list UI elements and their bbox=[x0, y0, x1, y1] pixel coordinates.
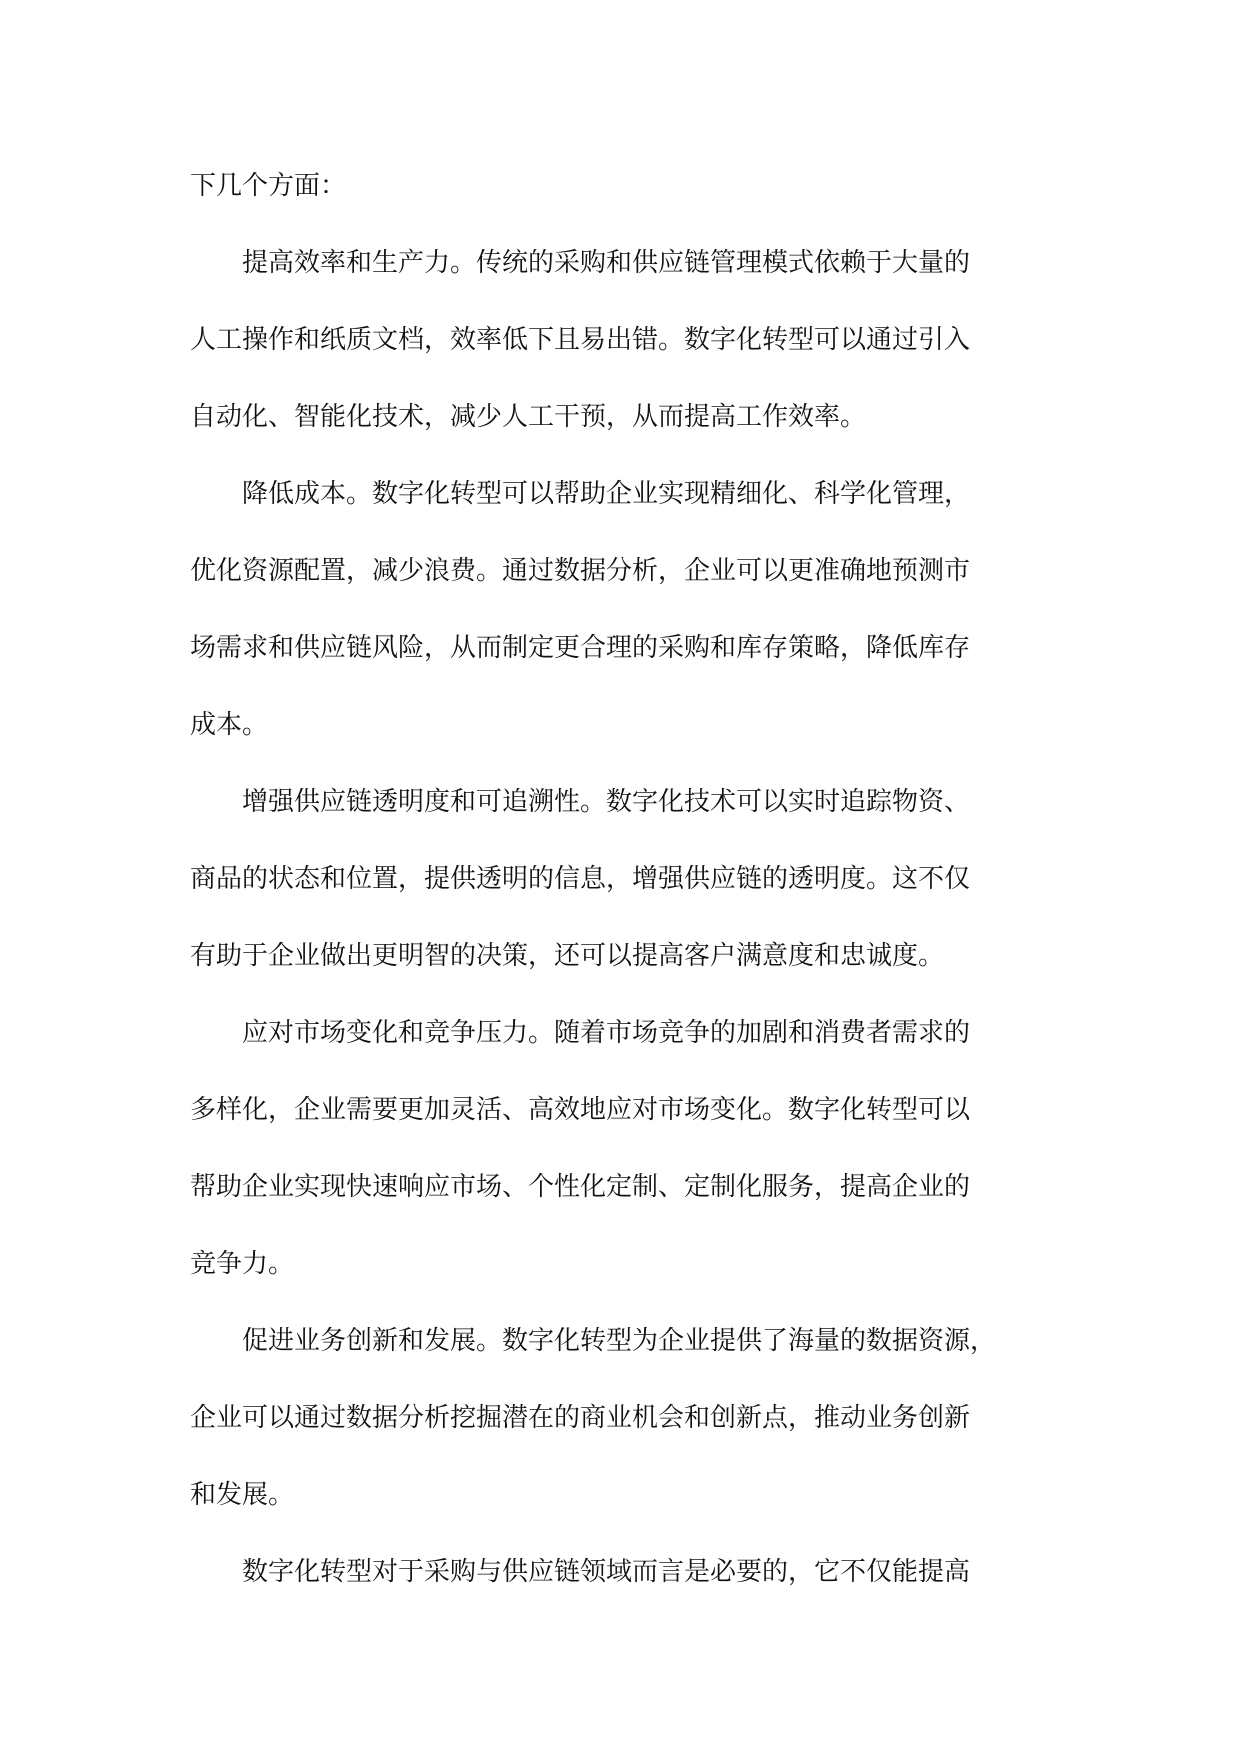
text-line: 下几个方面： bbox=[190, 171, 347, 201]
text-line: 企业可以通过数据分析挖掘潜在的商业机会和创新点，推动业务创新 bbox=[190, 1403, 971, 1433]
text-line: 多样化，企业需要更加灵活、高效地应对市场变化。数字化转型可以 bbox=[190, 1095, 971, 1125]
text-line: 和发展。 bbox=[190, 1480, 295, 1510]
text-line: 提高效率和生产力。传统的采购和供应链管理模式依赖于大量的 bbox=[190, 248, 971, 278]
text-line: 应对市场变化和竞争压力。随着市场竞争的加剧和消费者需求的 bbox=[190, 1018, 971, 1048]
text-line: 降低成本。数字化转型可以帮助企业实现精细化、科学化管理， bbox=[190, 479, 971, 509]
text-line: 优化资源配置，减少浪费。通过数据分析，企业可以更准确地预测市 bbox=[190, 556, 971, 586]
text-line: 自动化、智能化技术，减少人工干预，从而提高工作效率。 bbox=[190, 402, 867, 432]
text-line: 数字化转型对于采购与供应链领域而言是必要的，它不仅能提高 bbox=[190, 1557, 971, 1587]
text-line: 帮助企业实现快速响应市场、个性化定制、定制化服务，提高企业的 bbox=[190, 1172, 971, 1202]
text-line: 人工操作和纸质文档，效率低下且易出错。数字化转型可以通过引入 bbox=[190, 325, 971, 355]
text-line: 场需求和供应链风险，从而制定更合理的采购和库存策略，降低库存 bbox=[190, 633, 971, 663]
text-line: 商品的状态和位置，提供透明的信息，增强供应链的透明度。这不仅 bbox=[190, 864, 971, 894]
text-line: 成本。 bbox=[190, 710, 269, 740]
text-line: 有助于企业做出更明智的决策，还可以提高客户满意度和忠诚度。 bbox=[190, 941, 945, 971]
body-text bbox=[190, 148, 1050, 1611]
text-line: 增强供应链透明度和可追溯性。数字化技术可以实时追踪物资、 bbox=[190, 787, 971, 817]
text-line: 促进业务创新和发展。数字化转型为企业提供了海量的数据资源， bbox=[190, 1326, 997, 1356]
text-line: 竞争力。 bbox=[190, 1249, 295, 1279]
